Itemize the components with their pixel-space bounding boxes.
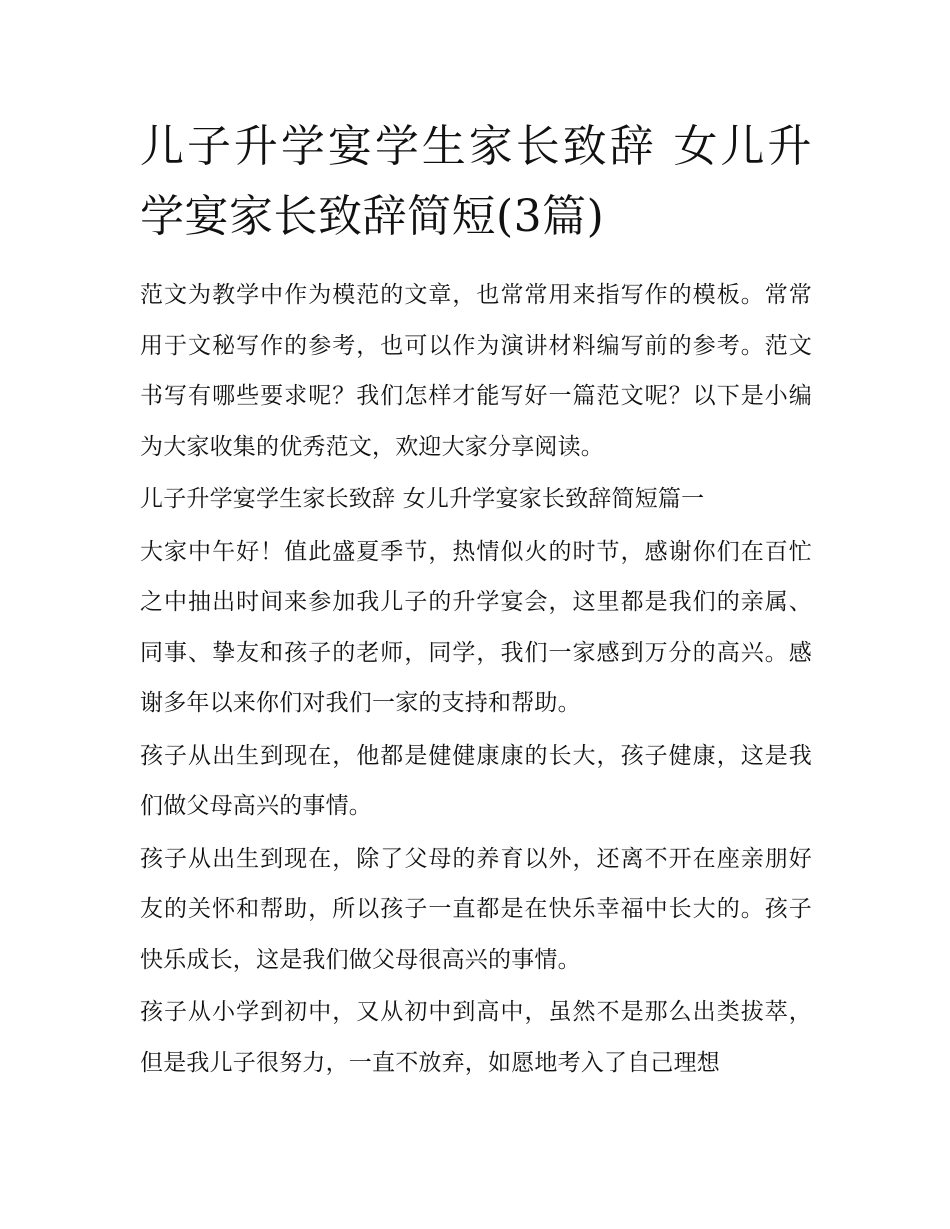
paragraph-health: 孩子从出生到现在，他都是健健康康的长大，孩子健康，这是我们做父母高兴的事情。 <box>140 742 812 819</box>
paragraph-care: 孩子从出生到现在，除了父母的养育以外，还离不开在座亲朋好友的关怀和帮助，所以孩子一直都是在快乐幸福中长大的。孩子快乐成长，这是我们做父母很高兴的事情。 <box>140 845 812 973</box>
document-body <box>140 270 812 1088</box>
document-page <box>140 112 812 1090</box>
paragraph-greeting: 大家中午好！值此盛夏季节，热情似火的时节，感谢你们在百忙之中抽出时间来参加我儿子的升学宴会，这里都是我们的亲属、同事、挚友和孩子的老师，同学，我们一家感到万分的高兴。感谢多年以来你们对我们一家的支持和帮助。 <box>140 538 812 716</box>
document-title: 儿子升学宴学生家长致辞 女儿升学宴家长致辞简短(3篇) <box>140 121 812 242</box>
section-heading: 儿子升学宴学生家长致辞 女儿升学宴家长致辞简短篇一 <box>140 486 705 512</box>
paragraph-school: 孩子从小学到初中，又从初中到高中，虽然不是那么出类拔萃，但是我儿子很努力，一直不放弃，如愿地考入了自己理想 <box>140 999 812 1076</box>
paragraph-intro: 范文为教学中作为模范的文章，也常常用来指写作的模板。常常用于文秘写作的参考，也可以作为演讲材料编写前的参考。范文书写有哪些要求呢？我们怎样才能写好一篇范文呢？以下是小编为大家收集的优秀范文，欢迎大家分享阅读。 <box>140 282 812 460</box>
